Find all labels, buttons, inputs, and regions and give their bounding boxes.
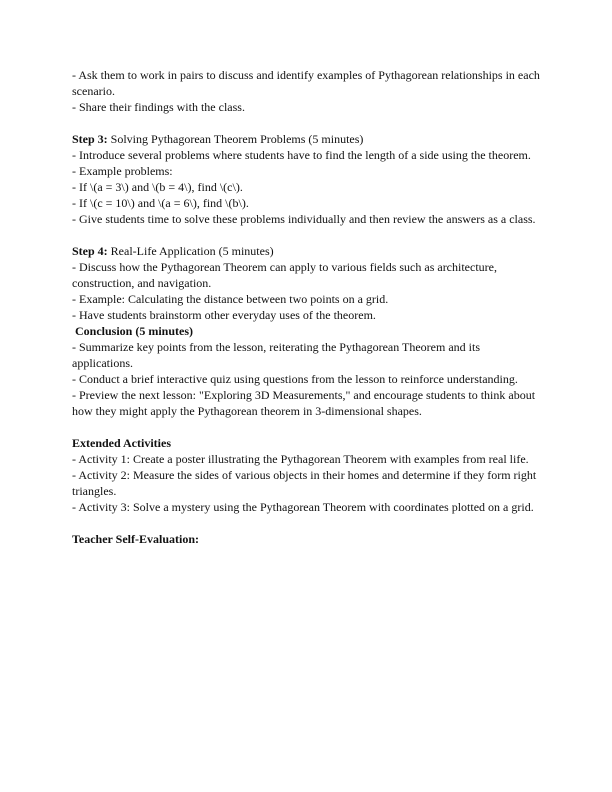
step3-item: - Example problems: — [72, 164, 173, 178]
step3-title: Solving Pythagorean Theorem Problems (5 minutes) — [107, 132, 364, 146]
step4-item: - Discuss how the Pythagorean Theorem can apply to various fields such as architecture, construction, and navigation. — [72, 260, 497, 290]
step4-heading — [72, 243, 542, 259]
step3-item: - If \(a = 3\) and \(b = 4\), find \(c\). — [72, 180, 243, 194]
conclusion-heading: Conclusion (5 minutes) — [72, 324, 194, 338]
intro-item: - Share their findings with the class. — [72, 100, 245, 114]
step3-item: - Introduce several problems where students have to find the length of a side using the theorem. — [72, 148, 531, 162]
self-evaluation-heading: Teacher Self-Evaluation: — [72, 532, 200, 546]
step3-label: Step 3: — [72, 132, 108, 146]
extended-item: - Activity 3: Solve a mystery using the Pythagorean Theorem with coordinates plotted on a grid. — [72, 500, 534, 514]
intro-item: - Ask them to work in pairs to discuss and identify examples of Pythagorean relationships in each scenario. — [72, 68, 540, 98]
step4-title: Real-Life Application (5 minutes) — [107, 244, 274, 258]
step3-item: - Give students time to solve these problems individually and then review the answers as a class. — [72, 212, 536, 226]
extended-item: - Activity 2: Measure the sides of various objects in their homes and determine if they form right triangles. — [72, 468, 537, 498]
step4-item: - Example: Calculating the distance between two points on a grid. — [72, 292, 389, 306]
document-page — [72, 67, 542, 547]
extended-item: - Activity 1: Create a poster illustrating the Pythagorean Theorem with examples from real life. — [72, 452, 529, 466]
conclusion-item: - Preview the next lesson: "Exploring 3D Measurements," and encourage students to think about how they might apply the Pythagorean theorem in 3-dimensional shapes. — [72, 388, 536, 418]
step3-item: - If \(c = 10\) and \(a = 6\), find \(b\). — [72, 196, 249, 210]
extended-heading: Extended Activities — [72, 436, 171, 450]
step4-item: - Have students brainstorm other everyday uses of the theorem. — [72, 308, 376, 322]
conclusion-item: - Summarize key points from the lesson, reiterating the Pythagorean Theorem and its applications. — [72, 340, 481, 370]
step4-label: Step 4: — [72, 244, 108, 258]
conclusion-item: - Conduct a brief interactive quiz using questions from the lesson to reinforce understanding. — [72, 372, 518, 386]
step3-heading — [72, 131, 542, 147]
